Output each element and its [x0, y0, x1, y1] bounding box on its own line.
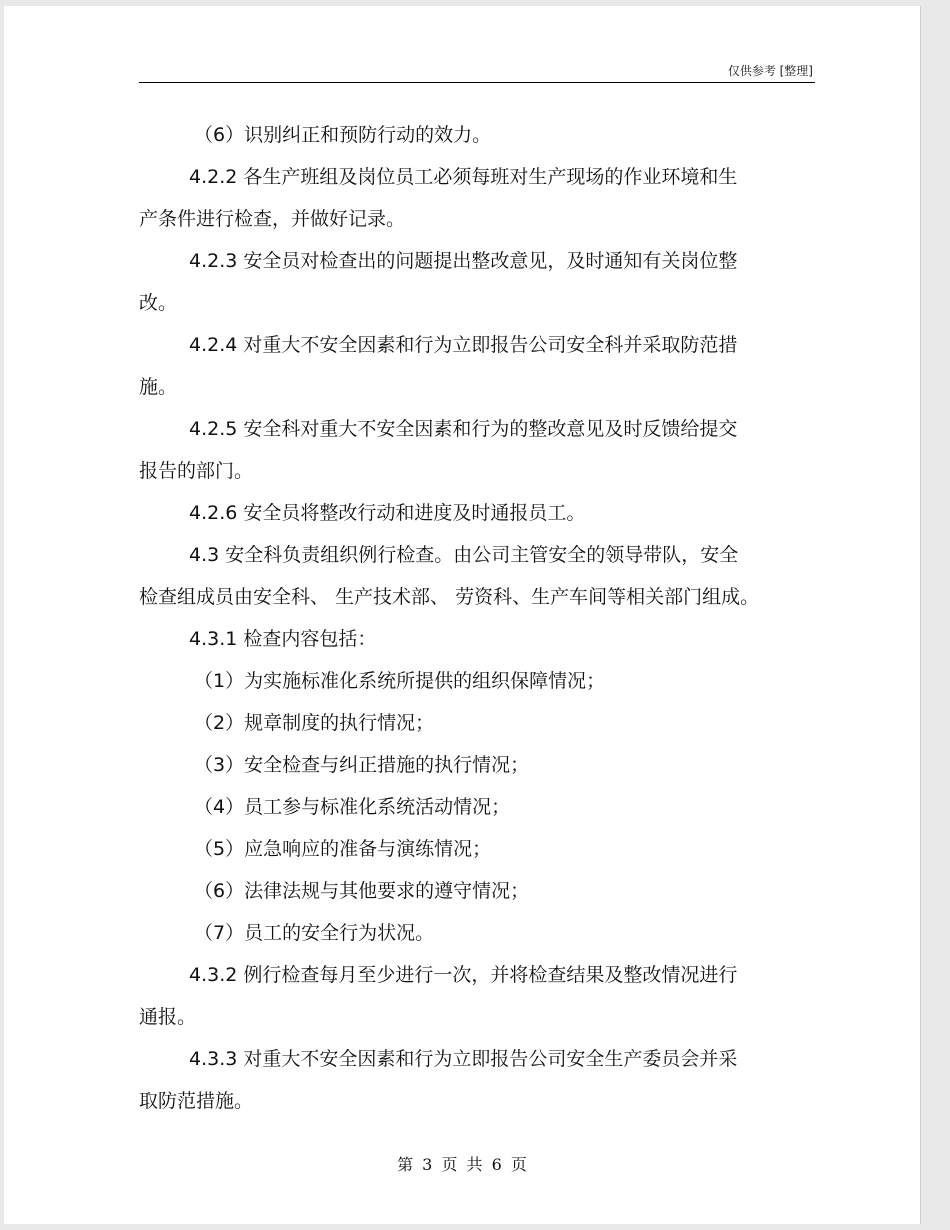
list-item: （7）员工的安全行为状况。 [194, 922, 435, 944]
page-footer: 第 3 页 共 6 页 [397, 1155, 527, 1174]
paragraph: 产条件进行检查，并做好记录。 [139, 208, 406, 230]
paragraph: 4.2.5 安全科对重大不安全因素和行为的整改意见及时反馈给提交 [189, 418, 738, 440]
paragraph: 4.2.6 安全员将整改行动和进度及时通报员工。 [189, 502, 586, 524]
paragraph: 4.3.3 对重大不安全因素和行为立即报告公司安全生产委员会并采 [189, 1048, 738, 1070]
list-item: （4）员工参与标准化系统活动情况； [194, 796, 511, 818]
header-text: 仅供参考 [整理] [727, 64, 813, 78]
list-item: （5）应急响应的准备与演练情况； [194, 838, 492, 860]
list-item: （3）安全检查与纠正措施的执行情况； [194, 754, 530, 776]
paragraph: 4.2.2 各生产班组及岗位员工必须每班对生产现场的作业环境和生 [189, 166, 738, 188]
paragraph: 4.2.4 对重大不安全因素和行为立即报告公司安全科并采取防范措 [189, 334, 738, 356]
paragraph: 4.3.1 检查内容包括： [189, 628, 377, 650]
document-body [139, 114, 789, 1122]
paragraph: 4.3 安全科负责组织例行检查。由公司主管安全的领导带队，安全 [189, 544, 739, 566]
paragraph: 报告的部门。 [139, 460, 254, 482]
list-item: （6）法律法规与其他要求的遵守情况； [194, 880, 530, 902]
document-page [4, 6, 921, 1224]
paragraph: 4.2.3 安全员对检查出的问题提出整改意见，及时通知有关岗位整 [189, 250, 738, 272]
paragraph: （6）识别纠正和预防行动的效力。 [194, 124, 492, 146]
paragraph: 检查组成员由安全科、 生产技术部、 劳资科、生产车间等相关部门组成。 [139, 586, 760, 608]
paragraph: 改。 [139, 292, 178, 314]
paragraph: 4.3.2 例行检查每月至少进行一次，并将检查结果及整改情况进行 [189, 964, 738, 986]
paragraph: 取防范措施。 [139, 1090, 254, 1112]
page-header [139, 56, 815, 83]
list-item: （1）为实施标准化系统所提供的组织保障情况； [194, 670, 606, 692]
list-item: （2）规章制度的执行情况； [194, 712, 435, 734]
paragraph: 施。 [139, 376, 178, 398]
paragraph: 通报。 [139, 1006, 197, 1028]
